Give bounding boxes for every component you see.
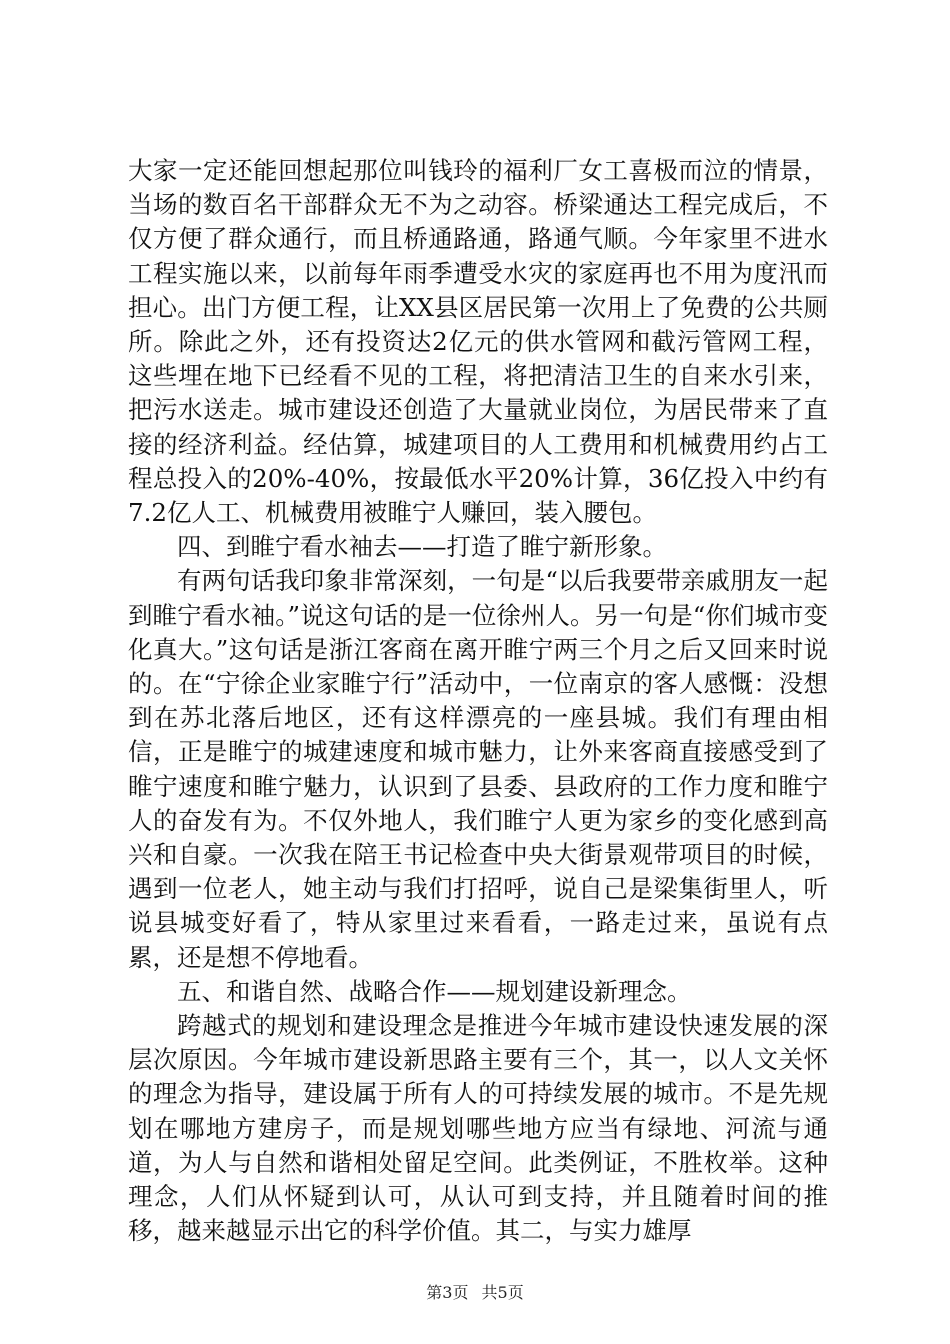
page-total: 共5页 — [481, 1283, 524, 1302]
section-heading-four: 四、到睢宁看水袖去——打造了睢宁新形象。 — [177, 532, 667, 562]
document-body — [128, 154, 828, 1249]
page-number: 第3页 — [426, 1283, 469, 1302]
paragraph-section-four: 有两句话我印象非常深刻，一句是“以后我要带亲戚朋友一起到睢宁看水袖。”说这句话的是一位徐州人。另一句是“你们城市变化真大。”这句话是浙江客商在离开睢宁两三个月之后又回来时说的。在“宁徐企业家睢宁行”活动中，一位南京的客人感慨：没想到在苏北落后地区，还有这样漂亮的一座县城。我们有理由相信，正是睢宁的城建速度和城市魅力，让外来客商直接感受到了睢宁速度和睢宁魅力，认识到了县委、县政府的工作力度和睢宁人的奋发有为。不仅外地人，我们睢宁人更为家乡的变化感到高兴和自豪。一次我在陪王书记检查中央大街景观带项目的时候，遇到一位老人，她主动与我们打招呼，说自己是梁集街里人，听说县城变好看了，特从家里过来看看，一路走过来，虽说有点累，还是想不停地看。 — [128, 566, 828, 972]
paragraph-section-five: 跨越式的规划和建设理念是推进今年城市建设快速发展的深层次原因。今年城市建设新思路主要有三个，其一，以人文关怀的理念为指导，建设属于所有人的可持续发展的城市。不是先规划在哪地方建房子，而是规划哪些地方应当有绿地、河流与通道，为人与自然和谐相处留足空间。此类例证，不胜枚举。这种理念，人们从怀疑到认可，从认可到支持，并且随着时间的推移，越来越显示出它的科学价值。其二，与实力雄厚 — [128, 1011, 828, 1246]
paragraph-continued: 大家一定还能回想起那位叫钱玲的福利厂女工喜极而泣的情景，当场的数百名干部群众无不为之动容。桥梁通达工程完成后，不仅方便了群众通行，而且桥通路通，路通气顺。今年家里不进水工程实施以来，以前每年雨季遭受水灾的家庭再也不用为度汛而担心。出门方便工程，让XX县区居民第一次用上了免费的公共厕所。除此之外，还有投资达2亿元的供水管网和截污管网工程，这些埋在地下已经看不见的工程，将把清洁卫生的自来水引来，把污水送走。城市建设还创造了大量就业岗位，为居民带来了直接的经济利益。经估算，城建项目的人工费用和机械费用约占工程总投入的20%-40%，按最低水平20%计算，36亿投入中约有7.2亿人工、机械费用被睢宁人赚回，装入腰包。 — [128, 156, 828, 528]
page-footer — [0, 1280, 950, 1303]
section-heading-five: 五、和谐自然、战略合作——规划建设新理念。 — [177, 976, 692, 1006]
